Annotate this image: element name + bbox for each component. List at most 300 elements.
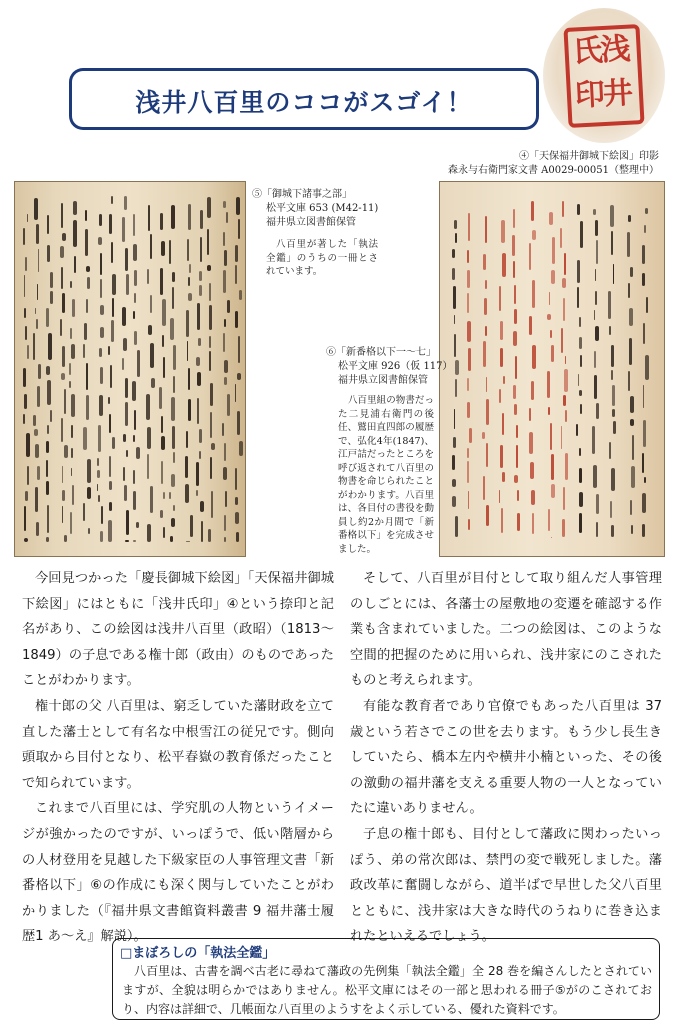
handwriting-stroke (50, 410, 53, 423)
handwriting-stroke (513, 261, 515, 279)
handwriting-stroke (564, 253, 566, 275)
handwriting-stroke (159, 387, 162, 408)
handwriting-stroke (47, 380, 51, 405)
handwriting-stroke (235, 512, 239, 524)
handwriting-stroke (549, 212, 553, 226)
handwriting-stroke (529, 316, 533, 336)
handwriting-stroke (453, 286, 456, 309)
handwriting-stroke (629, 338, 633, 365)
handwriting-stroke (134, 410, 137, 431)
handwriting-stroke (197, 398, 199, 425)
handwriting-stroke (235, 497, 238, 505)
handwriting-stroke (632, 435, 635, 460)
handwriting-stroke (596, 240, 598, 265)
handwriting-stroke (62, 293, 64, 314)
handwriting-stroke (109, 481, 112, 490)
handwriting-stroke (529, 432, 532, 454)
handwriting-stroke (172, 287, 174, 309)
handwriting-stroke (38, 249, 40, 272)
handwriting-stroke (645, 208, 647, 215)
handwriting-stroke (592, 426, 595, 454)
handwriting-stroke (74, 256, 76, 273)
handwriting-stroke (499, 490, 501, 503)
handwriting-stroke (162, 299, 165, 326)
handwriting-stroke (223, 270, 226, 293)
handwriting-stroke (37, 466, 40, 480)
handwriting-stroke (196, 462, 199, 486)
handwriting-stroke (170, 536, 173, 542)
handwriting-stroke (197, 303, 200, 330)
handwriting-stroke (161, 436, 164, 450)
handwriting-stroke (502, 472, 505, 482)
handwriting-stroke (133, 435, 135, 442)
title-banner (88, 68, 520, 130)
handwriting-stroke (467, 250, 469, 263)
handwriting-stroke (517, 513, 521, 531)
handwriting-stroke (513, 209, 515, 229)
handwriting-stroke (565, 453, 569, 479)
handwriting-stroke (515, 356, 517, 379)
seal-char: 印 (574, 76, 606, 114)
handwriting-stroke (188, 399, 190, 421)
handwriting-stroke (642, 453, 644, 473)
handwriting-stroke (577, 287, 579, 308)
handwriting-stroke (46, 481, 49, 495)
handwriting-stroke (454, 334, 457, 357)
handwriting-stroke (123, 338, 127, 351)
handwriting-stroke (87, 277, 90, 289)
handwriting-stroke (150, 343, 153, 369)
handwriting-stroke (551, 270, 554, 284)
handwriting-stroke (46, 460, 48, 477)
handwriting-stroke (209, 283, 211, 301)
handwriting-stroke (64, 535, 67, 542)
handwriting-stroke (112, 298, 114, 317)
handwriting-stroke (235, 265, 237, 284)
handwriting-stroke (163, 492, 165, 499)
handwriting-stroke (171, 474, 175, 486)
handwriting-stroke (161, 241, 165, 255)
handwriting-stroke (100, 367, 103, 384)
handwriting-stroke (452, 496, 456, 507)
handwriting-stroke (37, 386, 40, 407)
handwriting-stroke (24, 308, 26, 318)
handwriting-stroke (514, 285, 516, 304)
handwriting-stroke (134, 270, 137, 286)
handwriting-stroke (189, 264, 191, 273)
handwriting-stroke (611, 525, 614, 537)
handwriting-stroke (87, 487, 91, 498)
handwriting-stroke (188, 293, 192, 301)
handwriting-stroke (643, 323, 645, 344)
caption-item5-catalog: 松平文庫 653 (M42-11) (266, 203, 379, 214)
handwriting-stroke (60, 246, 64, 259)
handwriting-stroke (200, 501, 204, 512)
handwriting-stroke (500, 321, 502, 340)
seal-stamp-image (563, 24, 644, 128)
handwriting-stroke (147, 454, 149, 479)
handwriting-stroke (468, 348, 471, 371)
handwriting-stroke (452, 268, 455, 280)
handwriting-stroke (46, 366, 49, 375)
handwriting-stroke (69, 363, 71, 376)
handwriting-stroke (502, 253, 506, 277)
handwriting-stroke (224, 537, 226, 542)
handwriting-stroke (172, 426, 175, 449)
handwriting-stroke (125, 402, 127, 426)
handwriting-stroke (576, 424, 578, 436)
handwriting-stroke (209, 336, 211, 349)
handwriting-stroke (211, 443, 215, 450)
handwriting-stroke (532, 280, 535, 308)
caption-item6-note: 八百里組の物書だった二見浦右衛門の後任、鷲田直四郎の履歴で、弘化4年(1847)、江戸詰だったところを呼び返されて八百里の物書を命じられたことがわかります。八百里は、各目付の書役を動員し約2か月間で「新番格以下」を完成させました。 (338, 395, 434, 555)
handwriting-stroke (482, 432, 485, 439)
handwriting-stroke (61, 203, 63, 229)
handwriting-stroke (239, 290, 242, 300)
caption-item6 (326, 346, 453, 556)
handwriting-stroke (109, 502, 111, 512)
handwriting-stroke (469, 428, 473, 443)
handwriting-stroke (38, 364, 41, 379)
handwriting-stroke (467, 270, 471, 288)
handwriting-stroke (62, 233, 66, 241)
handwriting-stroke (237, 373, 241, 381)
handwriting-stroke (100, 305, 104, 315)
handwriting-stroke (134, 293, 136, 303)
handwriting-stroke (502, 413, 505, 436)
handwriting-stroke (47, 245, 50, 262)
handwriting-stroke (69, 381, 71, 388)
handwriting-stroke (610, 501, 612, 519)
handwriting-stroke (46, 537, 49, 542)
handwriting-stroke (133, 540, 136, 542)
handwriting-stroke (85, 210, 88, 222)
handwriting-stroke (207, 265, 211, 271)
handwriting-stroke (500, 348, 504, 368)
handwriting-stroke (563, 395, 566, 406)
handwriting-stroke (210, 457, 212, 479)
handwriting-stroke (207, 197, 211, 219)
handwriting-stroke (579, 448, 581, 457)
handwriting-stroke (452, 455, 455, 470)
handwriting-stroke (628, 283, 631, 298)
handwriting-stroke (629, 308, 633, 327)
seal-caption-source: 森永与右衛門家文書 A0029-00051（整理中） (447, 165, 659, 176)
handwriting-stroke (123, 434, 126, 443)
handwriting-stroke (531, 490, 535, 506)
handwriting-stroke (124, 485, 128, 501)
handwriting-stroke (562, 519, 565, 537)
handwriting-stroke (235, 384, 237, 402)
handwriting-stroke (467, 321, 471, 342)
handwriting-stroke (611, 468, 615, 491)
handwriting-stroke (610, 205, 614, 226)
handwriting-stroke (499, 286, 501, 310)
caption-item6-holder: 福井県立図書館保管 (338, 375, 428, 386)
handwriting-stroke (484, 298, 488, 315)
handwriting-stroke (514, 475, 518, 483)
handwriting-stroke (593, 209, 596, 215)
handwriting-stroke (86, 299, 88, 313)
handwriting-stroke (23, 414, 25, 424)
handwriting-stroke (99, 214, 102, 226)
handwriting-stroke (125, 540, 129, 543)
handwriting-stroke (198, 338, 200, 346)
handwriting-stroke (160, 213, 163, 230)
handwriting-stroke (561, 328, 563, 353)
handwriting-stroke (223, 201, 226, 207)
handwriting-stroke (35, 487, 39, 512)
handwriting-stroke (186, 310, 189, 337)
handwriting-stroke (97, 470, 100, 478)
handwriting-stroke (190, 515, 193, 537)
handwriting-stroke (88, 528, 91, 535)
handwriting-stroke (126, 510, 130, 535)
handwriting-stroke (550, 330, 552, 338)
handwriting-stroke (578, 374, 580, 385)
handwriting-stroke (186, 541, 190, 542)
handwriting-stroke (596, 403, 600, 419)
left-column (22, 566, 334, 950)
handwriting-stroke (33, 333, 35, 360)
handwriting-stroke (224, 319, 226, 327)
handwriting-stroke (35, 444, 39, 459)
handwriting-stroke (23, 228, 25, 245)
handwriting-stroke (593, 465, 597, 488)
handwriting-stroke (86, 395, 89, 421)
handwriting-stroke (237, 411, 240, 434)
handwriting-stroke (208, 529, 211, 543)
handwriting-stroke (223, 333, 225, 351)
handwriting-stroke (199, 285, 203, 297)
handwriting-stroke (83, 344, 86, 359)
handwriting-stroke (529, 243, 531, 270)
handwriting-stroke (108, 346, 110, 356)
handwriting-stroke (122, 358, 124, 369)
handwriting-stroke (501, 508, 503, 533)
handwriting-stroke (486, 443, 488, 466)
handwriting-stroke (100, 327, 104, 339)
handwriting-stroke (196, 490, 198, 496)
handwriting-stroke (109, 414, 112, 434)
handwriting-stroke (596, 522, 598, 537)
handwriting-stroke (112, 274, 116, 295)
page-title: 浅井八百里のココがスゴイ！ (135, 88, 473, 117)
handwriting-stroke (188, 204, 191, 230)
handwriting-stroke (499, 389, 501, 403)
handwriting-stroke (133, 470, 135, 484)
handwriting-stroke (123, 467, 126, 481)
handwriting-stroke (171, 397, 175, 422)
handwriting-stroke (196, 357, 200, 366)
handwriting-stroke (594, 310, 596, 320)
handwriting-stroke (171, 518, 174, 527)
handwriting-stroke (595, 291, 597, 305)
handwriting-stroke (199, 429, 202, 443)
handwriting-stroke (235, 311, 238, 328)
handwriting-stroke (173, 452, 175, 463)
handwriting-stroke (454, 409, 456, 430)
handwriting-stroke (71, 344, 75, 360)
handwriting-stroke (46, 308, 49, 328)
handwriting-stroke (454, 220, 457, 230)
handwriting-stroke (611, 345, 614, 367)
handwriting-stroke (550, 423, 552, 450)
handwriting-stroke (209, 351, 211, 371)
seal-char: 氏 (571, 33, 604, 70)
handwriting-stroke (36, 224, 40, 245)
handwriting-stroke (173, 376, 176, 393)
handwriting-stroke (579, 492, 582, 506)
handwriting-stroke (61, 267, 64, 289)
handwriting-stroke (596, 494, 599, 514)
handwriting-stroke (645, 355, 648, 380)
handwriting-stroke (160, 510, 164, 518)
paragraph: 権十郎の父 八百里は、窮乏していた藩財政を立て直した藩士として有名な中根雪江の従兄です。側向頭取から目付となり、松平春嶽の教育係だったことで知られています。 (22, 698, 334, 791)
handwriting-stroke (70, 328, 72, 338)
handwriting-stroke (98, 425, 101, 452)
handwriting-stroke (151, 378, 155, 388)
paragraph: 今回見つかった「慶長御城下絵図」「天保福井御城下絵図」にはともに「浅井氏印」④という捺印と記名があり、この絵図は浅井八百里（政昭）（1813～1849）の子息である権十郎（政由）のものであったことがわかります。 (22, 571, 334, 689)
handwriting-stroke (163, 357, 165, 378)
handwriting-stroke (579, 337, 583, 349)
handwriting-stroke (100, 253, 102, 275)
handwriting-stroke (188, 368, 191, 390)
handwriting-stroke (551, 454, 554, 480)
handwriting-stroke (109, 214, 112, 235)
handwriting-stroke (201, 521, 204, 542)
handwriting-stroke (547, 371, 550, 399)
handwriting-stroke (23, 368, 26, 387)
handwriting-stroke (60, 319, 62, 336)
handwriting-stroke (47, 505, 49, 533)
handwriting-stroke (83, 503, 85, 520)
handwriting-stroke (595, 220, 598, 237)
handwriting-stroke (227, 300, 230, 314)
paragraph: 子息の権十郎も、目付として藩政に関わったいっぽう、弟の常次郎は、禁門の変で戦死しました。藩政改革に奮闘しながら、道半ばで早世した父八百里とともに、浅井家は大きな時代のうねりに巻き込まれたといえるでしょう。 (350, 826, 662, 945)
handwriting-stroke (236, 197, 240, 215)
handwriting-stroke (224, 443, 226, 461)
info-box-body: 八百里は、古書を調べ古老に尋ねて藩政の先例集「執法全鑑」全 28 巻を編さんしたとされていますが、全貌は明らかではありません。松平文庫にはその一部と思われる冊子⑤がのこされており、内容は詳細で、几帳面な八百里のようすをよく示している、優れた資料です。 (122, 964, 652, 1016)
handwriting-stroke (70, 512, 72, 534)
handwriting-stroke (101, 506, 103, 524)
handwriting-stroke (238, 219, 240, 239)
handwriting-stroke (133, 244, 137, 261)
handwriting-stroke (99, 395, 103, 416)
handwriting-stroke (501, 220, 505, 244)
handwriting-stroke (227, 394, 230, 416)
handwriting-stroke (224, 360, 227, 373)
handwriting-stroke (514, 309, 517, 324)
handwriting-stroke (47, 215, 49, 234)
handwriting-stroke (210, 383, 213, 406)
handwriting-stroke (517, 490, 519, 501)
handwriting-stroke (163, 527, 166, 538)
handwriting-stroke (562, 278, 566, 288)
handwriting-stroke (50, 272, 53, 288)
handwriting-stroke (126, 450, 128, 457)
handwriting-stroke (47, 425, 49, 434)
handwriting-stroke (126, 274, 129, 295)
caption-item6-catalog: 松平文庫 926（仮 117） (338, 361, 453, 372)
handwriting-stroke (579, 513, 582, 533)
handwriting-stroke (563, 298, 565, 321)
handwriting-stroke (483, 341, 486, 367)
handwriting-stroke (62, 490, 65, 502)
handwriting-stroke (580, 404, 582, 414)
handwriting-stroke (628, 371, 630, 391)
seal-char: 井 (602, 75, 634, 113)
handwriting-stroke (628, 215, 632, 222)
handwriting-stroke (186, 431, 189, 448)
paragraph: そして、八百里が目付として取り組んだ人事管理のしごとには、各藩士の屋敷地の変遷を確認する作業も含まれていました。二つの絵図は、このような空間的把握のために用いられ、浅井家にのこされたものと考えられます。 (350, 571, 662, 689)
handwriting-stroke (200, 210, 203, 229)
handwriting-stroke (187, 239, 189, 261)
handwriting-stroke (532, 513, 534, 533)
handwriting-stroke (224, 250, 227, 266)
handwriting-stroke (36, 319, 38, 329)
handwriting-stroke (452, 479, 455, 487)
handwriting-stroke (455, 233, 457, 243)
handwriting-stroke (25, 326, 27, 340)
handwriting-stroke (34, 198, 38, 220)
handwriting-stroke (222, 423, 224, 436)
handwriting-stroke (73, 220, 77, 247)
seal-caption-title: ④「天保福井御城下絵図」印影 (519, 151, 659, 162)
handwriting-stroke (124, 196, 127, 210)
handwriting-stroke (98, 495, 101, 502)
handwriting-stroke (86, 266, 90, 273)
handwriting-stroke (169, 492, 171, 499)
handwriting-stroke (579, 468, 582, 484)
handwriting-stroke (580, 221, 584, 249)
handwriting-stroke (147, 524, 151, 542)
handwriting-stroke (644, 477, 646, 484)
handwriting-stroke (631, 466, 634, 488)
handwriting-stroke (530, 462, 534, 479)
handwriting-stroke (133, 491, 136, 510)
handwriting-stroke (62, 466, 64, 483)
handwriting-stroke (160, 268, 163, 296)
handwriting-stroke (486, 505, 489, 527)
handwriting-stroke (609, 326, 611, 335)
handwriting-stroke (642, 493, 646, 513)
handwriting-stroke (483, 476, 485, 500)
handwriting-stroke (235, 468, 237, 491)
handwriting-stroke (185, 456, 188, 478)
handwriting-stroke (171, 205, 175, 230)
handwriting-stroke (109, 456, 111, 478)
handwriting-stroke (642, 245, 645, 264)
handwriting-stroke (223, 232, 225, 246)
handwriting-stroke (565, 356, 567, 364)
handwriting-stroke (150, 234, 152, 259)
handwriting-stroke (516, 445, 518, 468)
handwriting-stroke (133, 214, 135, 236)
handwriting-stroke (25, 257, 27, 272)
handwriting-stroke (111, 196, 113, 204)
handwriting-stroke (197, 372, 201, 385)
handwriting-stroke (486, 377, 488, 392)
handwriting-stroke (455, 360, 459, 376)
handwriting-stroke (111, 320, 115, 342)
handwriting-stroke (27, 466, 29, 485)
handwriting-stroke (485, 216, 487, 243)
handwriting-stroke (500, 445, 502, 468)
handwriting-stroke (210, 412, 212, 438)
handwriting-stroke (125, 248, 128, 271)
handwriting-stroke (608, 291, 611, 319)
